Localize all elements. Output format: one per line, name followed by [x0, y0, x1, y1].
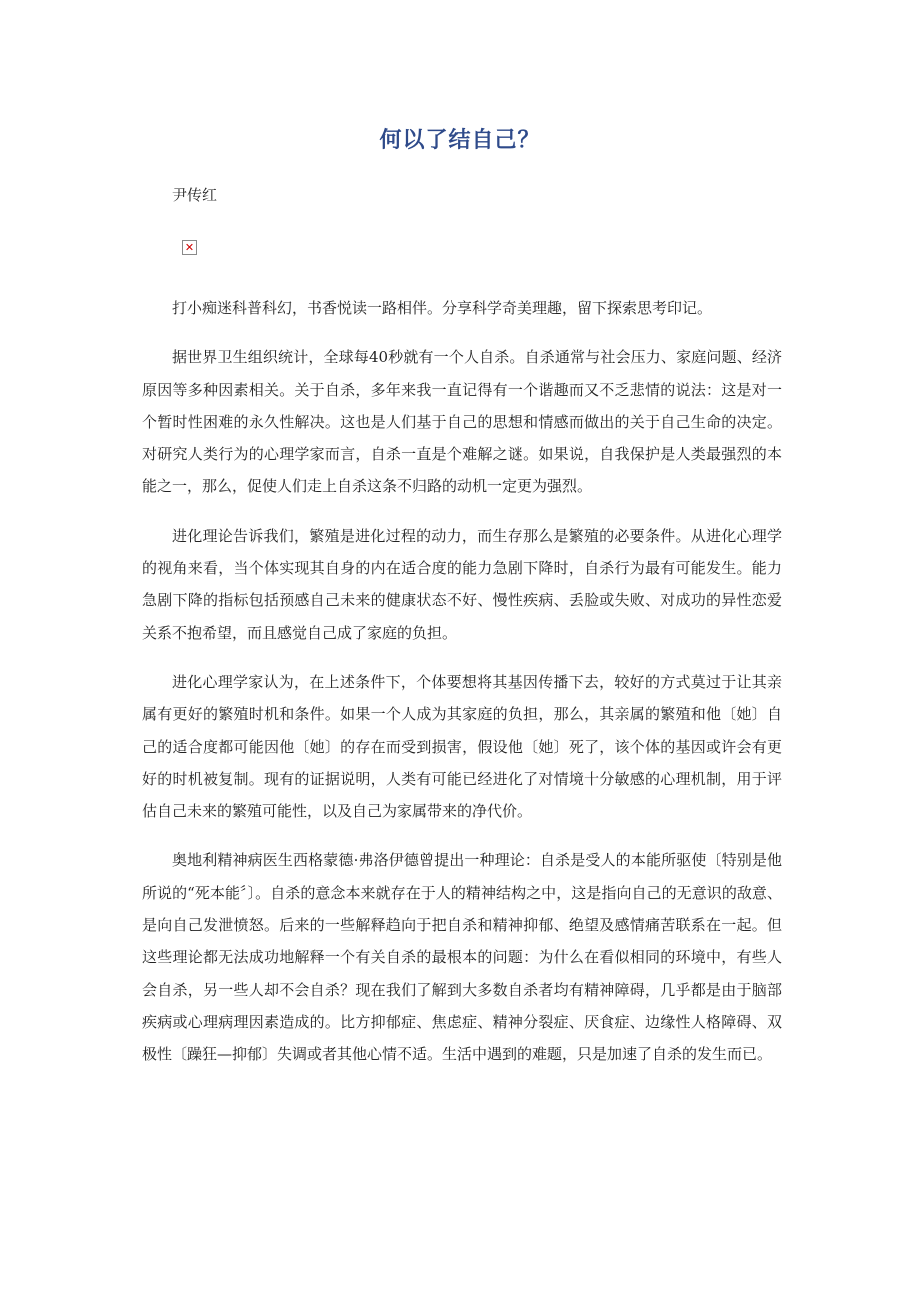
broken-image-icon [182, 240, 197, 255]
red-x-icon: ✕ [184, 241, 195, 254]
paragraph: 进化心理学家认为，在上述条件下，个体要想将其基因传播下去，较好的方式莫过于让其亲属有更好的繁殖时机和条件。如果一个人成为其家庭的负担，那么，其亲属的繁殖和他〔她〕自己的适合度都可能因他〔她〕的存在而受到损害，假设他〔她〕死了，该个体的基因或许会有更好的时机被复制。现有的证据说明，人类有可能已经进化了对情境十分敏感的心理机制，用于评估自己未来的繁殖可能性，以及自己为家属带来的净代价。 [142, 672, 782, 821]
paragraph-intro: 打小痴迷科普科幻，书香悦读一路相伴。分享科学奇美理趣，留下探索思考印记。 [172, 299, 713, 317]
author-name: 尹传红 [172, 186, 218, 204]
page-title: 何以了结自己？ [379, 128, 541, 153]
paragraph: 奥地利精神病医生西格蒙德·弗洛伊德曾提出一种理论：自杀是受人的本能所驱使〔特别是他所说的“死本能〞〕。自杀的意念本来就存在于人的精神结构之中，这是指向自己的无意识的敌意、是向自己发泄愤怒。后来的一些解释趋向于把自杀和精神抑郁、绝望及感情痛苦联系在一起。但这些理论都无法成功地解释一个有关自杀的最根本的问题：为什么在看似相同的环境中，有些人会自杀，另一些人却不会自杀？现在我们了解到大多数自杀者均有精神障碍，几乎都是由于脑部疾病或心理病理因素造成的。比方抑郁症、焦虑症、精神分裂症、厌食症、边缘性人格障碍、双极性〔躁狂—抑郁〕失调或者其他心情不适。生活中遇到的难题，只是加速了自杀的发生而已。 [142, 851, 782, 1064]
paragraph: 进化理论告诉我们，繁殖是进化过程的动力，而生存那么是繁殖的必要条件。从进化心理学的视角来看，当个体实现其自身的内在适合度的能力急剧下降时，自杀行为最有可能发生。能力急剧下降的指标包括预感自己未来的健康状态不好、慢性疾病、丢脸或失败、对成功的异性恋爱关系不抱希望，而且感觉自己成了家庭的负担。 [142, 526, 782, 642]
article-body [142, 292, 782, 1088]
paragraph: 据世界卫生组织统计，全球每40秒就有一个人自杀。自杀通常与社会压力、家庭问题、经济原因等多种因素相关。关于自杀，多年来我一直记得有一个谐趣而又不乏悲情的说法：这是对一个暂时性困难的永久性解决。这也是人们基于自己的思想和情感而做出的关于自己生命的决定。对研究人类行为的心理学家而言，自杀一直是个难解之谜。如果说，自我保护是人类最强烈的本能之一，那么，促使人们走上自杀这条不归路的动机一定更为强烈。 [142, 348, 782, 496]
